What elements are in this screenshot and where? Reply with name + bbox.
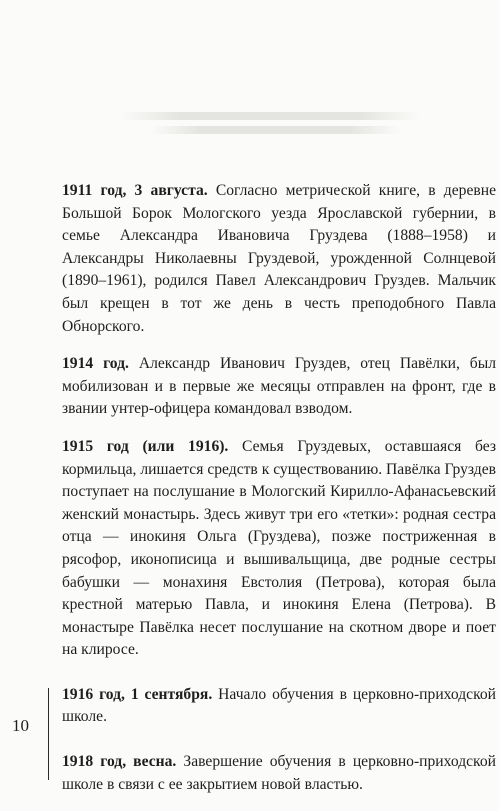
margin-rule [48, 688, 49, 780]
chronology-entry [62, 684, 496, 729]
entry-text: Александр Иванович Груздев, отец Павёлки, был мобилизован и в первые же месяцы отправлен на фронт, где в звании унтер-офицера командовал взводом. [62, 355, 496, 418]
chronology-entry [62, 751, 496, 796]
entry-date: 1915 год (или 1916). [62, 437, 229, 455]
show-through-text [120, 112, 420, 120]
page-number: 10 [12, 716, 29, 735]
entry-text: Семья Груздевых, оставшаяся без кормильца, лишается средств к существованию. Павёлка Груздев поступает на послушание в Мологский Кирилло-Афанасьевский женский монастырь. Здесь живут три его «тетки»: родная сестра отца — инокиня Ольга (Груздева), позже постриженная в рясофор, иконописица и вышивальщица, две родные сестры бабушки — монахиня Евстолия (Петрова), которая была крестной матерью Павла, и инокиня Елена (Петрова). В монастыре Павёлка несет послушание на скотном дворе и поет на клиросе. [62, 437, 496, 659]
show-through-text [150, 126, 400, 134]
entry-text: Согласно метрической книге, в деревне Большой Борок Мологского уезда Ярославской губернии, в семье Александра Ивановича Груздева (1888–1958) и Александры Николаевны Груздевой, урожденной Солнцевой (1890–1961), родился Павел Александрович Груздев. Мальчик был крещен в тот же день в честь преподобного Павла Обнорского. [62, 182, 496, 335]
chronology-entry [62, 353, 496, 421]
chronology-entry [62, 436, 496, 662]
entry-date: 1911 год, 3 августа. [62, 182, 208, 199]
entry-date: 1914 год. [62, 355, 129, 373]
entry-text: Завершение обучения в церковно-приходской школе в связи с ее закрытием новой властью. [62, 753, 496, 793]
entry-date: 1916 год, 1 сентября. [62, 685, 213, 703]
chronology-entry [62, 180, 496, 338]
chronology-text [62, 180, 496, 811]
entry-text: Начало обучения в церковно-приходской школе. [62, 685, 496, 726]
entry-date: 1918 год, весна. [62, 753, 177, 771]
